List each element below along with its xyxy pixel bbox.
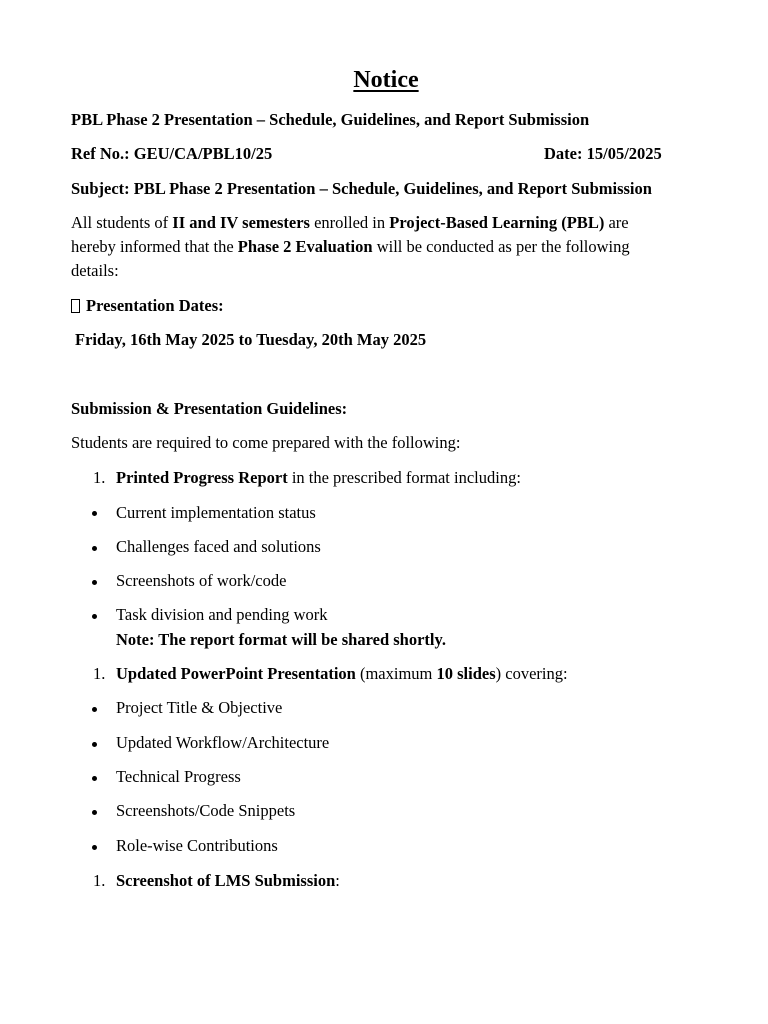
item-rest: ) covering: [495,664,568,683]
guidelines-intro: Students are required to come prepared with the following: [71,433,461,452]
box-glyph-icon [71,299,80,313]
list-number: 1. [93,871,106,890]
intro-text: will be conducted as per the following [372,237,630,256]
intro-semesters: II and IV semesters [172,213,310,232]
dates-label-text: Presentation Dates: [86,296,224,315]
bullet-dot [92,776,97,781]
list-item: Task division and pending work [116,605,328,624]
list-item-lms-screenshot [116,871,340,891]
item-bold: Updated PowerPoint Presentation [116,664,356,683]
list-number: 1. [93,664,106,683]
list-item-powerpoint [116,664,568,684]
reference-number: Ref No.: GEU/CA/PBL10/25 [71,144,273,163]
list-item: Screenshots/Code Snippets [116,801,296,820]
list-item: Current implementation status [116,503,316,522]
presentation-dates-value: Friday, 16th May 2025 to Tuesday, 20th May 2025 [75,330,427,349]
bullet-dot [92,742,97,747]
bullet-dot [92,845,97,850]
bullet-dot [92,511,97,516]
intro-text: are [604,213,629,232]
intro-pbl: Project-Based Learning (PBL) [389,213,605,232]
guidelines-heading: Submission & Presentation Guidelines: [71,399,348,418]
report-format-note: Note: The report format will be shared shortly. [116,630,446,649]
notice-subject: Subject: PBL Phase 2 Presentation – Schedule, Guidelines, and Report Submission [71,179,652,198]
bullet-dot [92,707,97,712]
item-rest: (maximum [355,664,437,683]
bullet-dot [92,546,97,551]
intro-line-2 [71,237,630,257]
list-item: Updated Workflow/Architecture [116,733,330,752]
intro-phase2: Phase 2 Evaluation [237,237,373,256]
intro-text: enrolled in [309,213,390,232]
list-number: 1. [93,468,106,487]
bullet-dot [92,810,97,815]
list-item-progress-report [116,468,521,488]
list-item: Screenshots of work/code [116,571,287,590]
item-bold: Printed Progress Report [116,468,288,487]
item-slides-count: 10 slides [436,664,496,683]
intro-text: hereby informed that the [71,237,238,256]
notice-heading: PBL Phase 2 Presentation – Schedule, Guidelines, and Report Submission [71,110,590,129]
intro-text: All students of [71,213,173,232]
intro-line-1 [71,213,629,233]
intro-line-3: details: [71,261,119,280]
presentation-dates-label [71,296,224,316]
bullet-dot [92,580,97,585]
item-rest: in the prescribed format including: [287,468,521,487]
list-item: Role-wise Contributions [116,836,278,855]
notice-date: Date: 15/05/2025 [544,144,662,163]
notice-title: Notice [353,67,419,93]
item-bold: Screenshot of LMS Submission [116,871,336,890]
list-item: Project Title & Objective [116,698,283,717]
item-rest: : [335,871,340,890]
bullet-dot [92,614,97,619]
list-item: Technical Progress [116,767,241,786]
list-item: Challenges faced and solutions [116,537,321,556]
